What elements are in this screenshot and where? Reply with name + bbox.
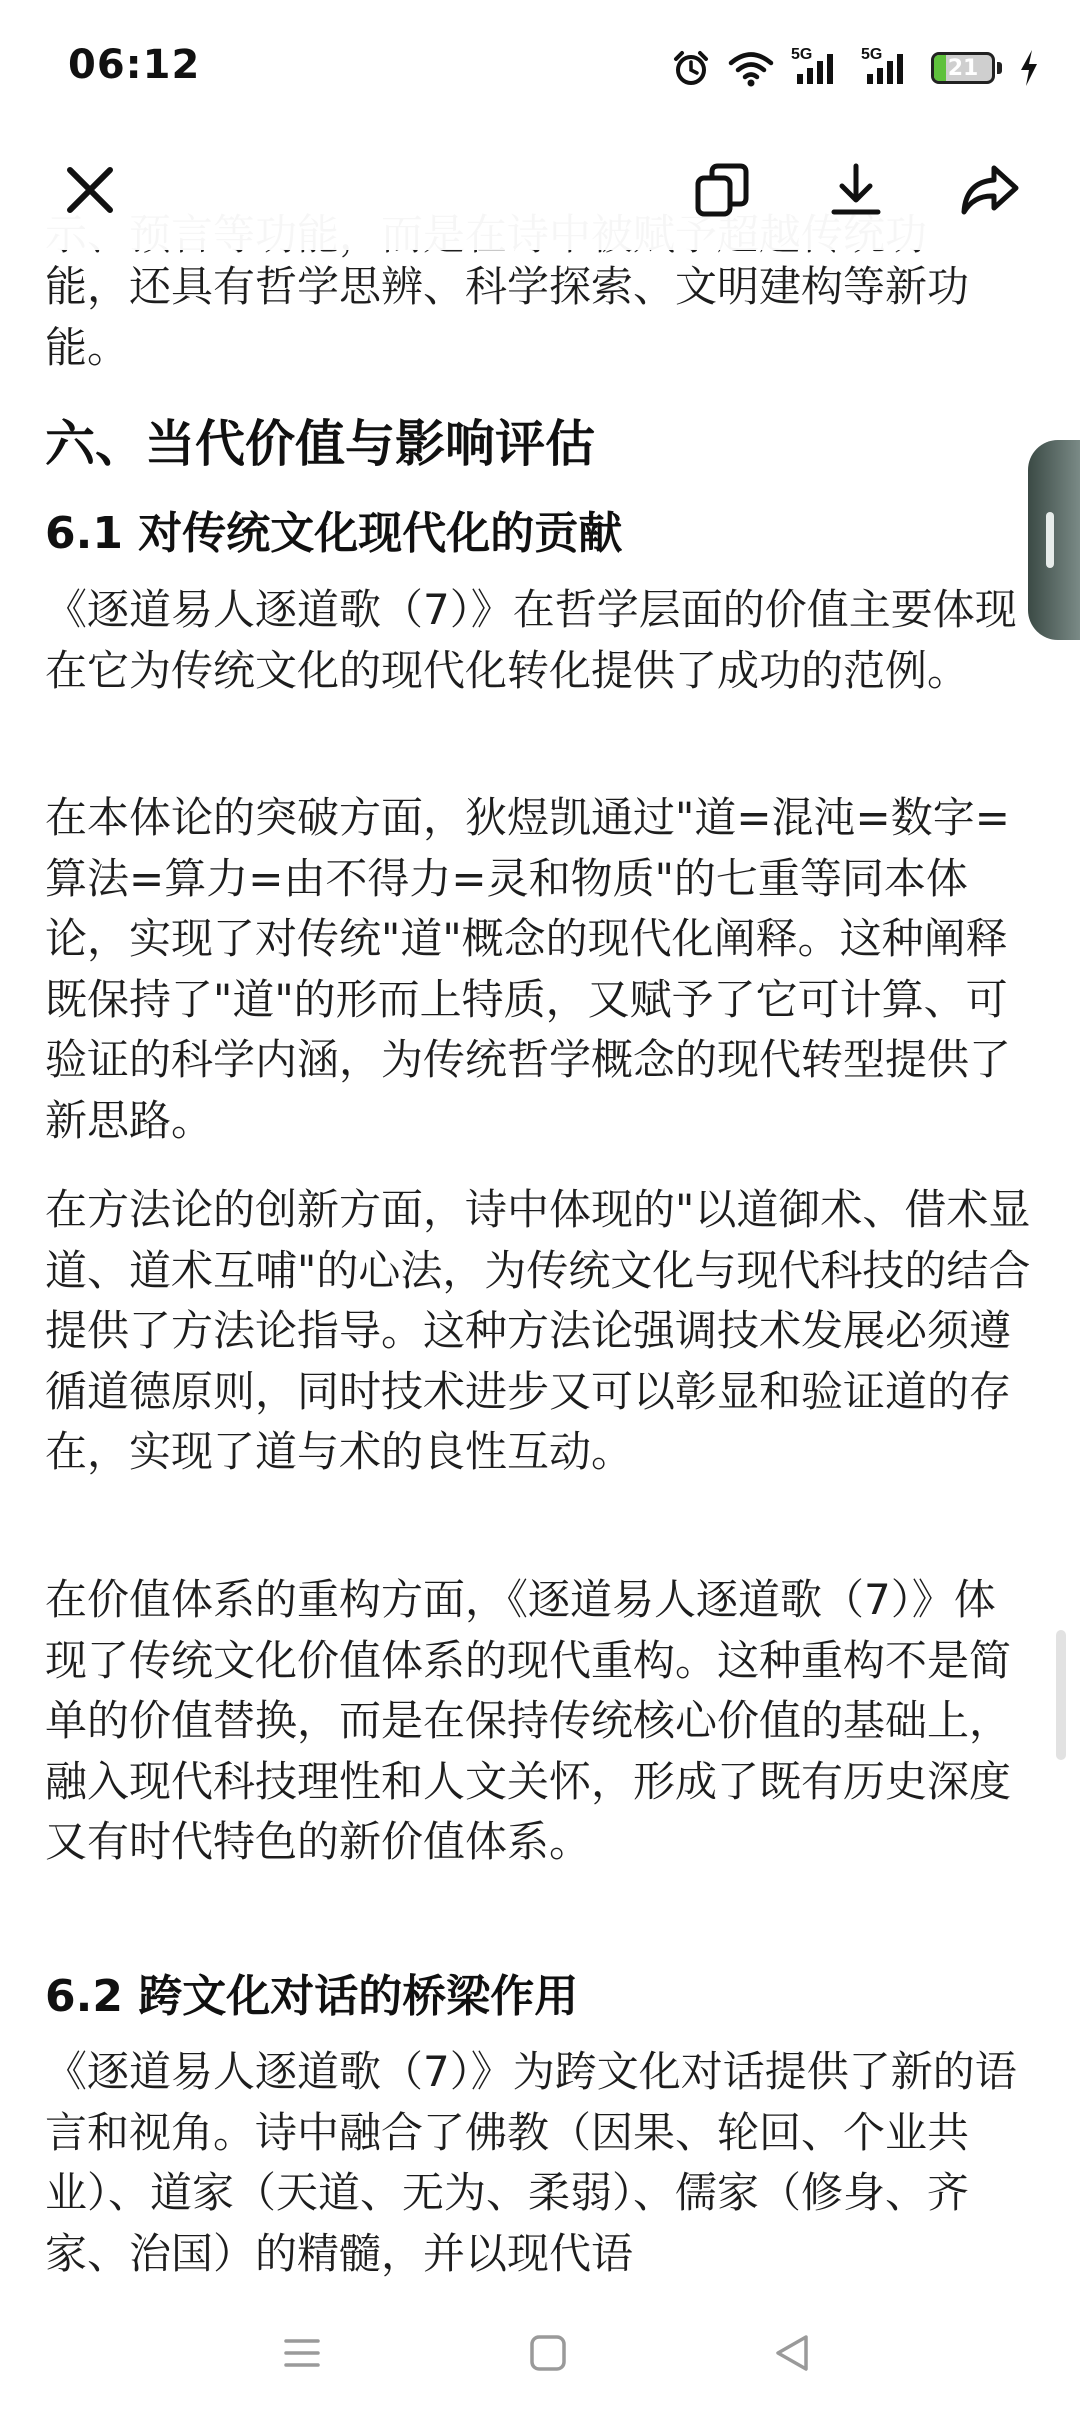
status-bar: [0, 0, 1080, 140]
paragraph: 在本体论的突破方面，狄煜凯通过"道=混沌=数字=算法=算力=由不得力=灵和物质"的七重等同本体论，实现了对传统"道"概念的现代化阐释。这种阐释既保持了"道"的形而上特质，又赋予了它可计算、可验证的科学内涵，为传统哲学概念的现代转型提供了新思路。: [45, 793, 1012, 1145]
network-label-2: 5G: [861, 46, 883, 63]
charging-icon: [1018, 48, 1040, 88]
close-icon: [62, 162, 118, 218]
wifi-icon: [727, 48, 775, 88]
battery-cap: [997, 62, 1002, 74]
section-heading: 六、当代价值与影响评估: [45, 415, 595, 473]
battery-body: [931, 52, 995, 84]
side-drag-handle[interactable]: [1028, 440, 1080, 640]
alarm-icon: [671, 48, 711, 88]
battery-icon: [931, 52, 1002, 84]
paragraph: 《逐道易人逐道歌（7）》在哲学层面的价值主要体现在它为传统文化的现代化转化提供了成功的范例。: [45, 585, 1017, 695]
paragraph: 能，还具有哲学思辨、科学探索、文明建构等新功能。: [45, 262, 970, 372]
paragraph: 《逐道易人逐道歌（7）》为跨文化对话提供了新的语言和视角。诗中融合了佛教（因果、轮回、个业共业）、道家（天道、无为、柔弱）、儒家（修身、齐家、治国）的精髓，并以现代语: [45, 2047, 1017, 2278]
battery-level: 21: [947, 55, 979, 81]
signal-5g-icon: [791, 48, 845, 88]
download-button[interactable]: [806, 140, 906, 240]
subsection-heading: 6.2 跨文化对话的桥梁作用: [45, 1971, 579, 2022]
home-icon: [528, 2333, 568, 2373]
toolbar: [0, 140, 1080, 250]
status-icons: [671, 46, 1040, 90]
network-label-1: 5G: [791, 46, 813, 63]
status-time: 06:12: [68, 42, 201, 88]
scrollbar-thumb[interactable]: [1056, 1630, 1066, 1760]
menu-icon: [282, 2333, 322, 2373]
share-icon: [958, 160, 1022, 220]
copy-button[interactable]: [672, 140, 772, 240]
back-button[interactable]: [752, 2318, 832, 2388]
drag-grip: [1046, 512, 1054, 568]
paragraph: 在价值体系的重构方面，《逐道易人逐道歌（7）》体现了传统文化价值体系的现代重构。这种重构不是简单的价值替换，而是在保持传统核心价值的基础上，融入现代科技理性和人文关怀，形成了既有历史深度又有时代特色的新价值体系。: [45, 1575, 1012, 1866]
share-button[interactable]: [940, 140, 1040, 240]
signal-5g-icon: [861, 48, 915, 88]
home-button[interactable]: [508, 2318, 588, 2388]
copy-icon: [692, 160, 752, 220]
system-nav-bar: [0, 2290, 1080, 2412]
download-icon: [826, 160, 886, 220]
back-icon: [772, 2333, 812, 2373]
paragraph: 在方法论的创新方面，诗中体现的"以道御术、借术显道、道术互哺"的心法，为传统文化与现代科技的结合提供了方法论指导。这种方法论强调技术发展必须遵循道德原则，同时技术进步又可以彰显和验证道的存在，实现了道与术的良性互动。: [45, 1185, 1031, 1476]
recents-button[interactable]: [262, 2318, 342, 2388]
close-button[interactable]: [40, 140, 140, 240]
subsection-heading: 6.1 对传统文化现代化的贡献: [45, 508, 623, 559]
